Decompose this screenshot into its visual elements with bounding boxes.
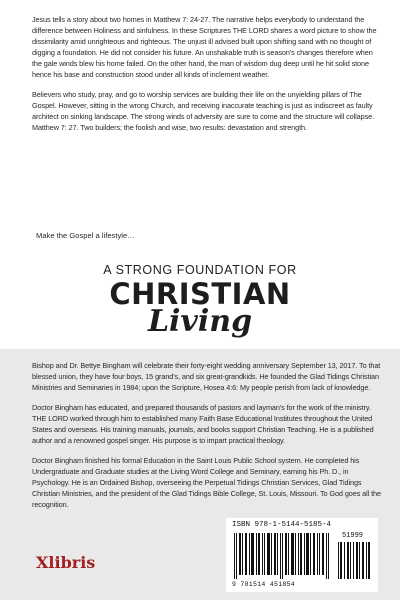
author-bio (32, 360, 382, 519)
title-line-3: Living (147, 304, 253, 339)
barcode-number: 9 781514 451854 (232, 581, 296, 588)
intro-text (32, 14, 384, 142)
bio-paragraph: Doctor Bingham finished his formal Education in the Saint Louis Public School system. He completed his Undergraduate and Graduate studies at the Living Word College and Seminary, earning his Ph. D., in Psychology. He is an Ordained Bishop, overseeing the Perpetual Tidings Christian Services, Glad Tidings Christian Ministries, and the president of the Glad Tidings Bible College, St. Louis, Missouri. To God goes all the recognition. (32, 456, 381, 509)
barcode (226, 518, 378, 592)
addon-barcode (338, 542, 372, 579)
ean-barcode (232, 533, 334, 579)
tagline: Make the Gospel a lifestyle… (36, 231, 135, 240)
bio-paragraph: Bishop and Dr. Bettye Bingham will celebrate their forty-eight wedding anniversary September 13, 2017. To that blessed union, they have four boys, 15 grand's, and six great-grandkids. He founded the Glad Tidings Christian Ministries and Seminaries in 1984; upon the Scripture, Hosea 4:6: My people perish from lack of knowledge. (32, 361, 381, 392)
intro-paragraph: Jesus tells a story about two homes in Matthew 7: 24-27. The narrative helps everybody to understand the difference between Holiness and sinfulness. In these Scriptures THE LORD shares a word picture to show the dissimilarity amid unrighteous and righteous. The unjust ill advised built upon shifting sand with no thought of digging a foundation. He did not consider his future. An unshakable truth is season's changes therefore when the gale winds blew his home failed. On the other hand, the man of wisdom dug deep until he hit solid stone hence his base and construction stood under all kinds of inclement weather. (32, 15, 377, 79)
isbn-label: ISBN 978-1-5144-5185-4 (232, 521, 332, 529)
title-line-1: A STRONG FOUNDATION FOR (103, 263, 297, 277)
publisher-logo: Xlibris (36, 553, 96, 572)
intro-paragraph: Believers who study, pray, and go to worship services are building their life on the unyielding pillars of The Gospel. However, sitting in the wrong Church, and receiving inaccurate teaching is just as indiscreet as faulty architect on sinking landscape. The strong winds of adversity are sure to come and the structure will collapse. Matthew 7: 27. Two builders; the foolish and wise, two results: devastation and strength. (32, 90, 375, 132)
bio-paragraph: Doctor Bingham has educated, and prepared thousands of pastors and layman's for the work of the ministry. THE LORD worked through him to established many Faith Base Educational Institutes throughout the United States and overseas. His training manuals, journals, and books support Christian Teaching. He is a published author and a renowned gospel singer. His purpose is to impart practical theology. (32, 403, 374, 445)
price-code: 51999 (342, 532, 364, 540)
book-title (0, 263, 400, 337)
title-line-2: CHRISTIAN (109, 277, 291, 311)
